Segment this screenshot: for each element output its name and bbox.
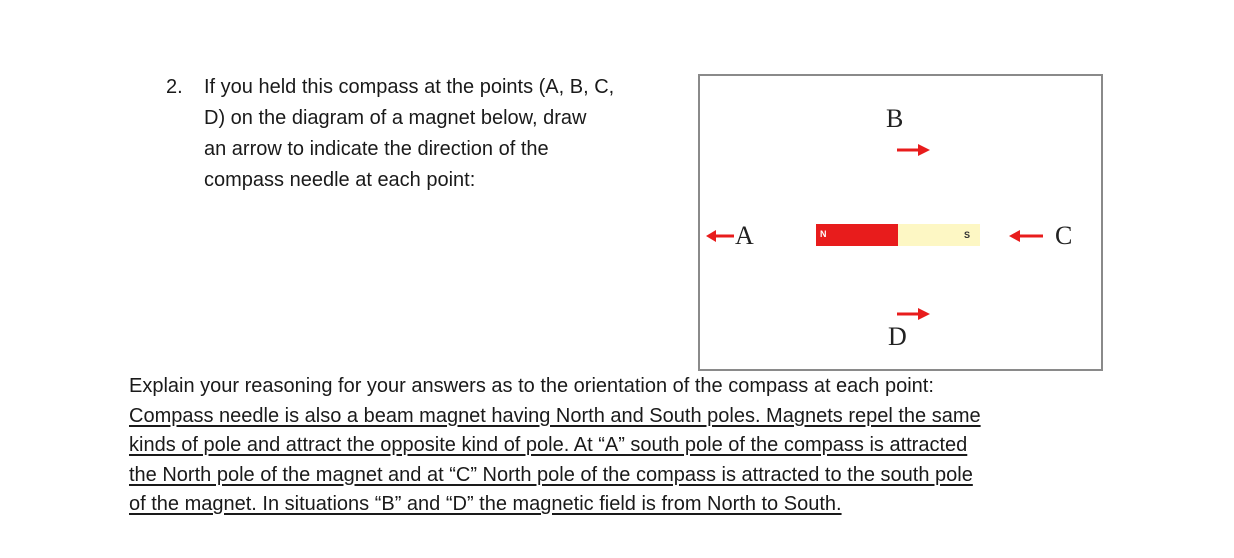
label-b: B: [886, 104, 904, 133]
south-pole-label: S: [964, 230, 971, 240]
arrow-a-left-icon: [705, 229, 735, 243]
question-text: [204, 72, 684, 196]
question-line: an arrow to indicate the direction of the: [204, 138, 549, 160]
label-a: A: [735, 221, 754, 250]
answer-line: kinds of pole and attract the opposite kind of pole. At “A” south pole of the compass is attracted: [129, 434, 968, 456]
arrow-d-right-icon: [896, 306, 932, 322]
label-d: D: [888, 322, 907, 351]
question-line: If you held this compass at the points (A, B, C,: [204, 76, 615, 98]
north-pole-label: N: [820, 229, 827, 239]
question-line: compass needle at each point:: [204, 169, 476, 191]
magnet-diagram: [698, 74, 1103, 371]
answer-line: Compass needle is also a beam magnet having North and South poles. Magnets repel the same: [129, 404, 981, 427]
explanation-prompt: Explain your reasoning for your answers as to the orientation of the compass at each point:: [129, 375, 934, 397]
answer-line: the North pole of the magnet and at “C” North pole of the compass is attracted to the south pole: [129, 463, 973, 486]
question-number: 2.: [166, 76, 183, 98]
question-line: D) on the diagram of a magnet below, draw: [204, 107, 587, 129]
arrow-b-right-icon: [896, 142, 932, 158]
label-c: C: [1055, 221, 1073, 250]
explanation: [129, 372, 1129, 520]
magnet-north-half: [816, 224, 898, 246]
arrow-c-left-icon: [1008, 229, 1044, 243]
magnet-south-half: [898, 224, 980, 246]
answer-line: of the magnet. In situations “B” and “D” the magnetic field is from North to South.: [129, 493, 842, 515]
answer-text: [129, 402, 1129, 520]
